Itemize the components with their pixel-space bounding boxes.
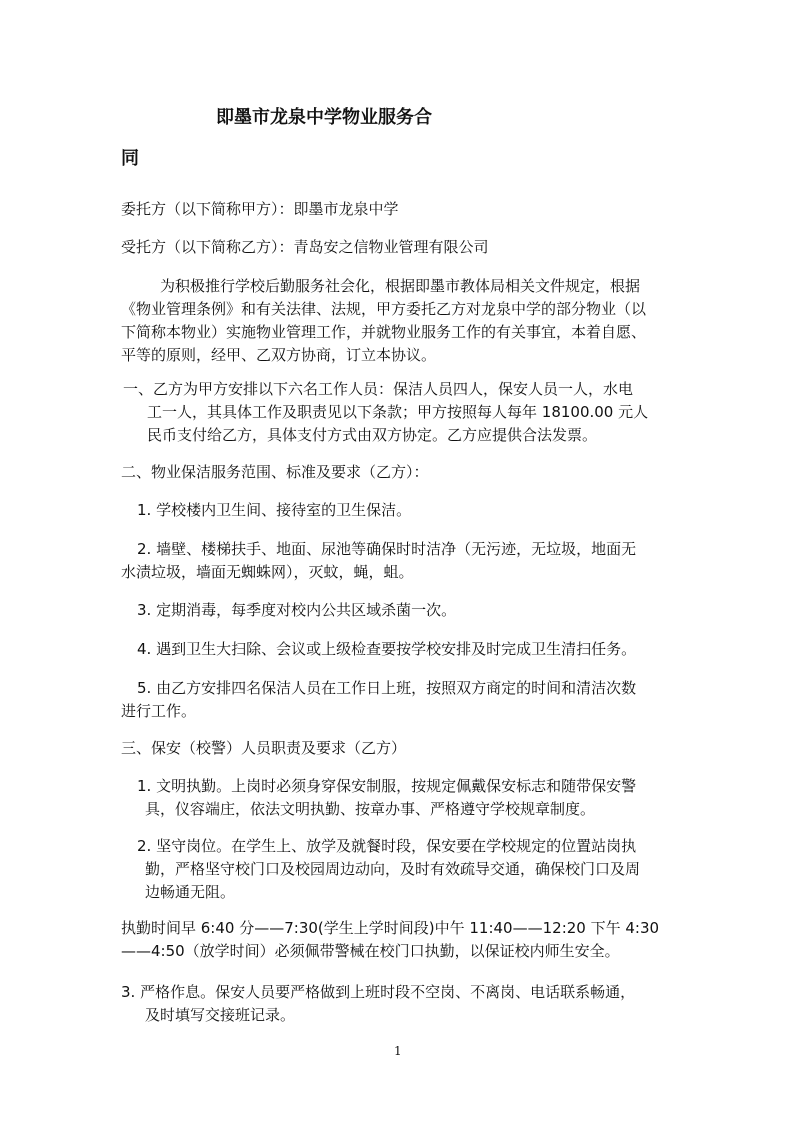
duty-time-line: ——4:50（放学时间）必须佩带警械在校门口执勤，以保证校内师生安全。 (121, 942, 620, 960)
section-2-item-2-line: 水渍垃圾，墙面无蜘蛛网），灭蚊，蝇，蛆。 (121, 563, 414, 581)
section-1-line: 一、乙方为甲方安排以下六名工作人员：保洁人员四人，保安人员一人，水电 (123, 380, 634, 398)
duty-time-line: 执勤时间早 6:40 分——7:30(学生上学时间段)中午 11:40——12:20 下午 4:30 (121, 919, 660, 937)
document-title-line-2: 同 (121, 148, 139, 169)
preamble-line: 下简称本物业）实施物业管理工作，并就物业服务工作的有关事宜，本着自愿、 (121, 323, 647, 341)
section-2-item-5-line: 5. 由乙方安排四名保洁人员在工作日上班，按照双方商定的时间和清洁次数 (137, 679, 637, 697)
section-3-item-2-line: 勤，严格坚守校门口及校园周边动向，及时有效疏导交通，确保校门口及周 (145, 860, 641, 878)
contractor-party-line: 受托方（以下简称乙方）：青岛安之信物业管理有限公司 (121, 238, 489, 256)
preamble-line: 平等的原则，经甲、乙双方协商，订立本协议。 (121, 346, 437, 364)
section-1-line: 工一人，其具体工作及职责见以下条款；甲方按照每人每年 18100.00 元人 (147, 403, 649, 421)
preamble-line: 《物业管理条例》和有关法律、法规，甲方委托乙方对龙泉中学的部分物业（以 (121, 300, 647, 318)
section-3-item-1-line: 具，仪容端庄，依法文明执勤、按章办事、严格遵守学校规章制度。 (145, 800, 596, 818)
section-2-heading: 二、物业保洁服务范围、标准及要求（乙方）： (121, 463, 429, 481)
section-3-item-3-line: 3. 严格作息。保安人员要严格做到上班时段不空岗、不离岗、电话联系畅通， (121, 983, 636, 1001)
section-2-item-2-line: 2. 墙壁、楼梯扶手、地面、尿池等确保时时洁净（无污迹，无垃圾，地面无 (137, 540, 637, 558)
section-2-item-3: 3. 定期消毒，每季度对校内公共区域杀菌一次。 (137, 601, 457, 619)
document-title-line-1: 即墨市龙泉中学物业服务合 (216, 107, 432, 128)
page-number: 1 (394, 1044, 402, 1058)
section-3-item-1-line: 1. 文明执勤。上岗时必须身穿保安制服，按规定佩戴保安标志和随带保安警 (137, 777, 637, 795)
client-party-line: 委托方（以下简称甲方）：即墨市龙泉中学 (121, 200, 399, 218)
section-3-heading: 三、保安（校警）人员职责及要求（乙方） (121, 739, 407, 757)
preamble-line: 为积极推行学校后勤服务社会化，根据即墨市教体局相关文件规定，根据 (160, 277, 641, 295)
section-1-line: 民币支付给乙方，具体支付方式由双方协定。乙方应提供合法发票。 (147, 426, 598, 444)
section-2-item-4: 4. 遇到卫生大扫除、会议或上级检查要按学校安排及时完成卫生清扫任务。 (137, 640, 637, 658)
section-2-item-1: 1. 学校楼内卫生间、接待室的卫生保洁。 (137, 501, 412, 519)
section-2-item-5-line: 进行工作。 (121, 702, 197, 720)
section-3-item-2-line: 边畅通无阻。 (145, 883, 236, 901)
section-3-item-2-line: 2. 坚守岗位。在学生上、放学及就餐时段，保安要在学校规定的位置站岗执 (137, 837, 637, 855)
section-3-item-3-line: 及时填写交接班记录。 (145, 1006, 296, 1024)
